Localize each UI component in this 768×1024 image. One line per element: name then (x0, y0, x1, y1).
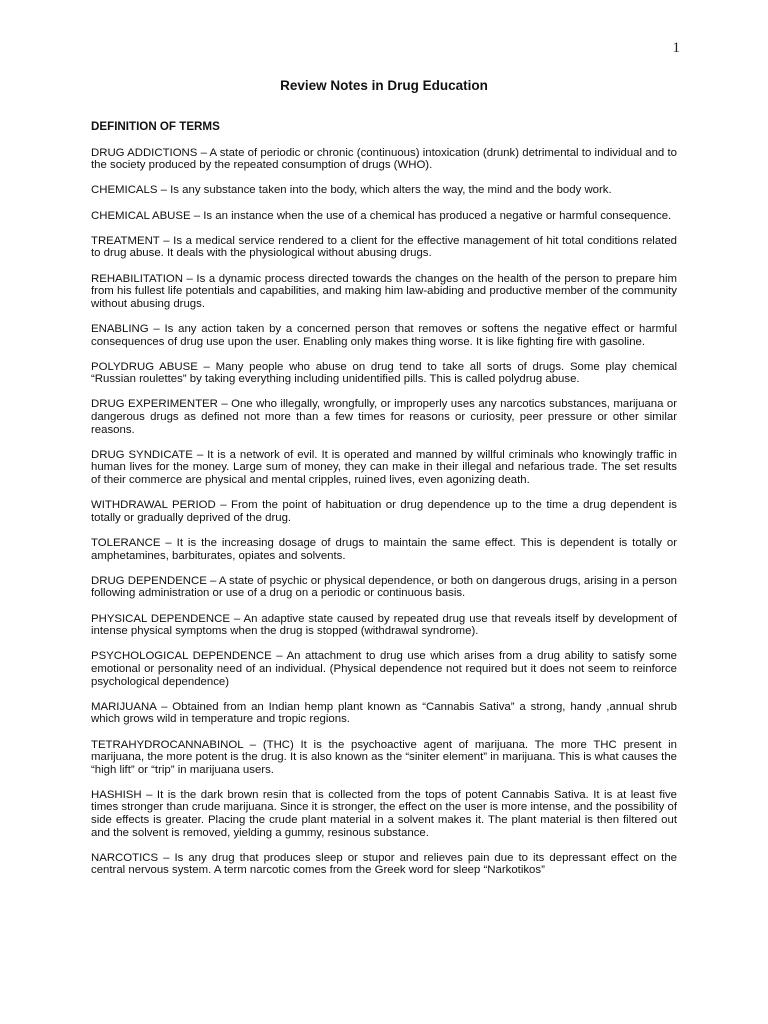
term-chemical-abuse: CHEMICAL ABUSE – Is an instance when the use of a chemical has produced a negative or harmful consequence. (91, 209, 672, 222)
term-treatment: TREATMENT – Is a medical service rendered to a client for the effective management of hit total conditions related to drug abuse. It deals with the physiological without abusing drugs. (91, 234, 677, 260)
term-enabling: ENABLING – Is any action taken by a concerned person that removes or softens the negative effect or harmful consequences of drug use upon the user. Enabling only makes thing worse. It is like fighting fire with gasoline. (91, 322, 677, 348)
term-marijuana: MARIJUANA – Obtained from an Indian hemp plant known as “Cannabis Sativa” a strong, handy ,annual shrub which grows wild in temperature and tropic regions. (91, 700, 677, 726)
section-heading: DEFINITION OF TERMS (91, 120, 220, 133)
term-narcotics: NARCOTICS – Is any drug that produces sleep or stupor and relieves pain due to its depressant effect on the central nervous system. A term narcotic comes from the Greek word for sleep “Narkotikos” (91, 851, 677, 877)
term-chemicals: CHEMICALS – Is any substance taken into the body, which alters the way, the mind and the body work. (91, 184, 612, 197)
term-hashish: HASHISH – It is the dark brown resin that is collected from the tops of potent Cannabis Sativa. It is at least five times stronger than crude marijuana. Since it is stronger, the effect on the user is more intense, and the possibility of side effects is greater. Placing the crude plant material in a solvent makes it. The plant material is then filtered out and the solvent is removed, yielding a gummy, resinous substance. (91, 788, 677, 839)
document-title: Review Notes in Drug Education (280, 78, 488, 93)
term-polydrug-abuse: POLYDRUG ABUSE – Many people who abuse on drug tend to take all sorts of drugs. Some play chemical “Russian roulettes” by taking everything including unidentified pills. This is called polydrug abuse. (91, 360, 677, 386)
term-drug-dependence: DRUG DEPENDENCE – A state of psychic or physical dependence, or both on dangerous drugs, arising in a person following administration or use of a drug on a periodic or continuous basis. (91, 574, 677, 600)
document-body (91, 121, 677, 890)
term-tolerance: TOLERANCE – It is the increasing dosage of drugs to maintain the same effect. This is dependent is totally or amphetamines, barbiturates, opiates and solvents. (91, 537, 677, 562)
term-withdrawal-period: WITHDRAWAL PERIOD – From the point of habituation or drug dependence up to the time a drug dependent is totally or gradually deprived of the drug. (91, 499, 677, 524)
term-drug-syndicate: DRUG SYNDICATE – It is a network of evil. It is operated and manned by willful criminals who knowingly traffic in human lives for the money. Large sum of money, they can make in their illegal and nefarious trade. The set results of their commerce are physical and mental cripples, ruined lives, even agonizing death. (91, 448, 677, 487)
term-drug-experimenter: DRUG EXPERIMENTER – One who illegally, wrongfully, or improperly uses any narcotics substances, marijuana or dangerous drugs as defined not more than a few times for reasons or curiosity, peer pressure or other similar reasons. (91, 398, 677, 436)
term-drug-addictions: DRUG ADDICTIONS – A state of periodic or chronic (continuous) intoxication (drunk) detrimental to individual and to the society produced by the repeated consumption of drugs (WHO). (91, 146, 677, 172)
page-number: 1 (672, 40, 680, 56)
term-psychological-dependence: PSYCHOLOGICAL DEPENDENCE – An attachment to drug use which arises from a drug ability to satisfy some emotional or personality need of an individual. (Physical dependence not required but it does not seem to reinforce psychological dependence) (91, 650, 677, 688)
term-physical-dependence: PHYSICAL DEPENDENCE – An adaptive state caused by repeated drug use that reveals itself by development of intense physical symptoms when the drug is stopped (withdrawal syndrome). (91, 612, 677, 638)
term-rehabilitation: REHABILITATION – Is a dynamic process directed towards the changes on the health of the person to prepare him from his fullest life potentials and capabilities, and making him law-abiding and productive member of the community without abusing drugs. (91, 272, 677, 310)
term-tetrahydrocannabinol: TETRAHYDROCANNABINOL – (THC) It is the psychoactive agent of marijuana. The more THC present in marijuana, the more potent is the drug. It is also known as the “siniter element” in marijuana. This is what causes the “high lift” or “trip” in marijuana users. (91, 738, 677, 776)
